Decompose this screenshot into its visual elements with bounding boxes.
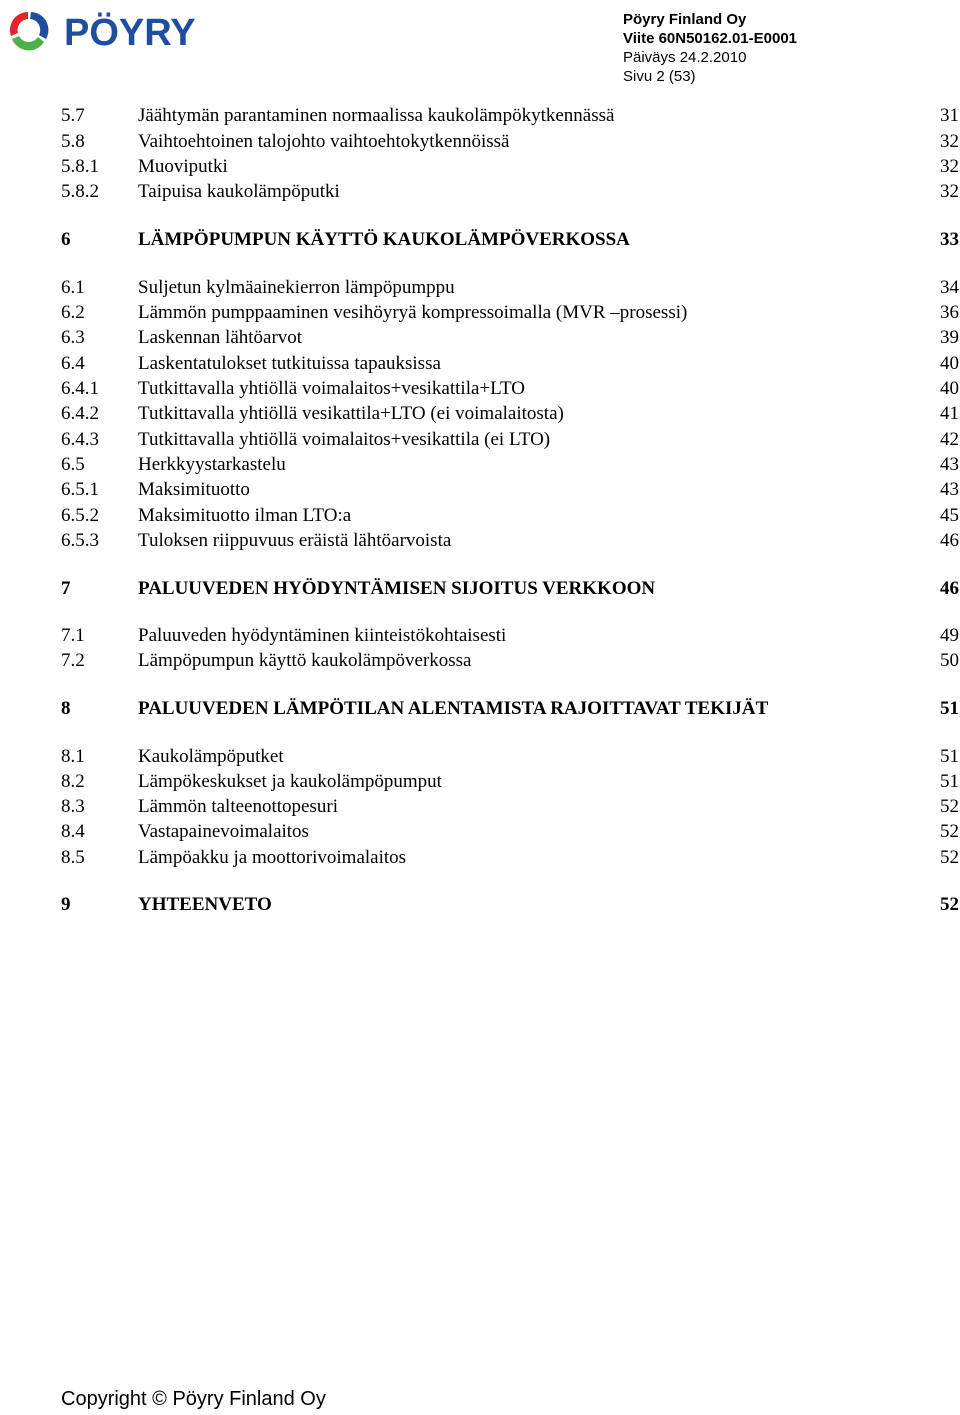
toc-entry[interactable] [61, 402, 959, 426]
toc-entry-title: Tutkittavalla yhtiöllä vesikattila+LTO (ei voimalaitosta) [138, 403, 564, 424]
toc-entry[interactable] [61, 352, 959, 376]
toc-entry-page: 52 [940, 796, 959, 817]
toc-entry-page: 40 [940, 353, 959, 374]
toc-entry-title: Herkkyystarkastelu [138, 454, 286, 475]
toc-entry-page: 34 [940, 277, 959, 298]
toc-entry[interactable] [61, 478, 959, 502]
page-number: Sivu 2 (53) [623, 68, 696, 85]
toc-entry[interactable] [61, 453, 959, 477]
toc-entry-title: Tutkittavalla yhtiöllä voimalaitos+vesikattila (ei LTO) [138, 429, 551, 450]
toc-entry-number: 8.1 [61, 746, 85, 767]
toc-entry[interactable] [61, 504, 959, 528]
toc-entry-title: Jäähtymän parantaminen normaalissa kaukolämpökytkennässä [138, 105, 615, 126]
toc-entry-title: PALUUVEDEN LÄMPÖTILAN ALENTAMISTA RAJOITTAVAT TEKIJÄT [138, 698, 769, 719]
toc-entry-number: 5.8.1 [61, 156, 99, 177]
toc-entry-page: 32 [940, 181, 959, 202]
toc-entry-page: 50 [940, 650, 959, 671]
toc-entry-number: 6 [61, 229, 71, 250]
toc-entry-number: 8.5 [61, 847, 85, 868]
toc-entry-number: 7 [61, 578, 71, 599]
toc-entry-page: 31 [940, 105, 959, 126]
toc-entry-title: Taipuisa kaukolämpöputki [138, 181, 340, 202]
company-name: Pöyry Finland Oy [623, 11, 747, 28]
toc-entry-page: 51 [940, 698, 959, 719]
document-reference: Viite 60N50162.01-E0001 [623, 30, 798, 47]
toc-entry-number: 6.5.1 [61, 479, 99, 500]
toc-entry-page: 52 [940, 847, 959, 868]
toc-entry-title: Maksimituotto [138, 479, 250, 500]
toc-entry-number: 8.3 [61, 796, 85, 817]
toc-entry[interactable] [61, 130, 959, 154]
toc-entry-title: YHTEENVETO [138, 894, 272, 915]
toc-entry-title: Lämmön pumppaaminen vesihöyryä kompressoimalla (MVR –prosessi) [138, 302, 688, 323]
toc-entry-number: 8.4 [61, 821, 85, 842]
toc-entry[interactable] [61, 155, 959, 179]
toc-entry-number: 8 [61, 698, 71, 719]
document-date: Päiväys 24.2.2010 [623, 49, 747, 66]
toc-entry-page: 51 [940, 746, 959, 767]
toc-entry-page: 45 [940, 505, 959, 526]
toc-entry[interactable] [61, 529, 959, 553]
toc-entry-title: Lämpökeskukset ja kaukolämpöpumput [138, 771, 442, 792]
toc-entry-page: 51 [940, 771, 959, 792]
toc-entry-page: 42 [940, 429, 959, 450]
toc-entry-title: Lämmön talteenottopesuri [138, 796, 338, 817]
toc-entry-number: 7.2 [61, 650, 85, 671]
toc-entry-number: 6.4.3 [61, 429, 99, 450]
toc-entry-number: 5.7 [61, 105, 85, 126]
toc-entry[interactable] [61, 228, 959, 252]
toc-entry-number: 6.4.2 [61, 403, 99, 424]
toc-entry[interactable] [61, 795, 959, 819]
toc-entry-number: 6.3 [61, 327, 85, 348]
toc-entry-title: Vaihtoehtoinen talojohto vaihtoehtokytkennöissä [138, 131, 510, 152]
toc-entry-page: 49 [940, 625, 959, 646]
toc-entry[interactable] [61, 820, 959, 844]
toc-entry[interactable] [61, 624, 959, 648]
toc-entry-page: 52 [940, 821, 959, 842]
toc-entry-title: Laskentatulokset tutkituissa tapauksissa [138, 353, 441, 374]
toc-entry[interactable] [61, 649, 959, 673]
toc-entry[interactable] [61, 745, 959, 769]
toc-entry-number: 5.8.2 [61, 181, 99, 202]
toc-entry[interactable] [61, 770, 959, 794]
toc-entry-title: Lämpöakku ja moottorivoimalaitos [138, 847, 407, 868]
toc-entry-page: 43 [940, 479, 959, 500]
copyright-footer: Copyright © Pöyry Finland Oy [61, 1388, 326, 1410]
toc-entry-number: 6.5.2 [61, 505, 99, 526]
toc-entry-number: 6.5.3 [61, 530, 99, 551]
toc-entry[interactable] [61, 301, 959, 325]
toc-entry-number: 6.1 [61, 277, 85, 298]
toc-entry-number: 9 [61, 894, 71, 915]
toc-entry-page: 33 [940, 229, 959, 250]
toc-entry[interactable] [61, 326, 959, 350]
toc-entry-page: 40 [940, 378, 959, 399]
toc-entry-page: 32 [940, 156, 959, 177]
toc-entry-page: 43 [940, 454, 959, 475]
toc-entry-page: 52 [940, 894, 959, 915]
toc-entry[interactable] [61, 180, 959, 204]
toc-entry[interactable] [61, 893, 959, 917]
toc-entry-title: PALUUVEDEN HYÖDYNTÄMISEN SIJOITUS VERKKOON [138, 578, 656, 599]
toc-entry[interactable] [61, 697, 959, 721]
toc-entry-page: 32 [940, 131, 959, 152]
toc-entry-title: Laskennan lähtöarvot [138, 327, 303, 348]
toc-entry[interactable] [61, 846, 959, 870]
toc-entry-title: Vastapainevoimalaitos [138, 821, 309, 842]
toc-entry-number: 6.4.1 [61, 378, 99, 399]
toc-entry[interactable] [61, 428, 959, 452]
toc-entry-number: 6.4 [61, 353, 85, 374]
toc-entry-title: Tuloksen riippuvuus eräistä lähtöarvoista [138, 530, 452, 551]
toc-entry[interactable] [61, 276, 959, 300]
toc-entry-page: 46 [940, 578, 959, 599]
toc-entry-title: Kaukolämpöputket [138, 746, 284, 767]
toc-entry-number: 6.5 [61, 454, 85, 475]
toc-entry-title: Tutkittavalla yhtiöllä voimalaitos+vesikattila+LTO [138, 378, 525, 399]
toc-entry-number: 7.1 [61, 625, 85, 646]
toc-entry[interactable] [61, 104, 959, 128]
toc-entry-title: Maksimituotto ilman LTO:a [138, 505, 352, 526]
logo-wordmark: PÖYRY [64, 12, 196, 54]
toc-entry-number: 8.2 [61, 771, 85, 792]
toc-entry-page: 41 [940, 403, 959, 424]
toc-entry-title: Suljetun kylmäainekierron lämpöpumppu [138, 277, 455, 298]
toc-entry[interactable] [61, 577, 959, 601]
toc-entry-page: 46 [940, 530, 959, 551]
toc-entry-title: Muoviputki [138, 156, 228, 177]
toc-entry[interactable] [61, 377, 959, 401]
toc-entry-page: 36 [940, 302, 959, 323]
toc-entry-title: LÄMPÖPUMPUN KÄYTTÖ KAUKOLÄMPÖVERKOSSA [138, 229, 630, 250]
toc-entry-page: 39 [940, 327, 959, 348]
toc-entry-number: 5.8 [61, 131, 85, 152]
toc-entry-title: Lämpöpumpun käyttö kaukolämpöverkossa [138, 650, 472, 671]
toc-entry-title: Paluuveden hyödyntäminen kiinteistökohtaisesti [138, 625, 507, 646]
toc-entry-number: 6.2 [61, 302, 85, 323]
